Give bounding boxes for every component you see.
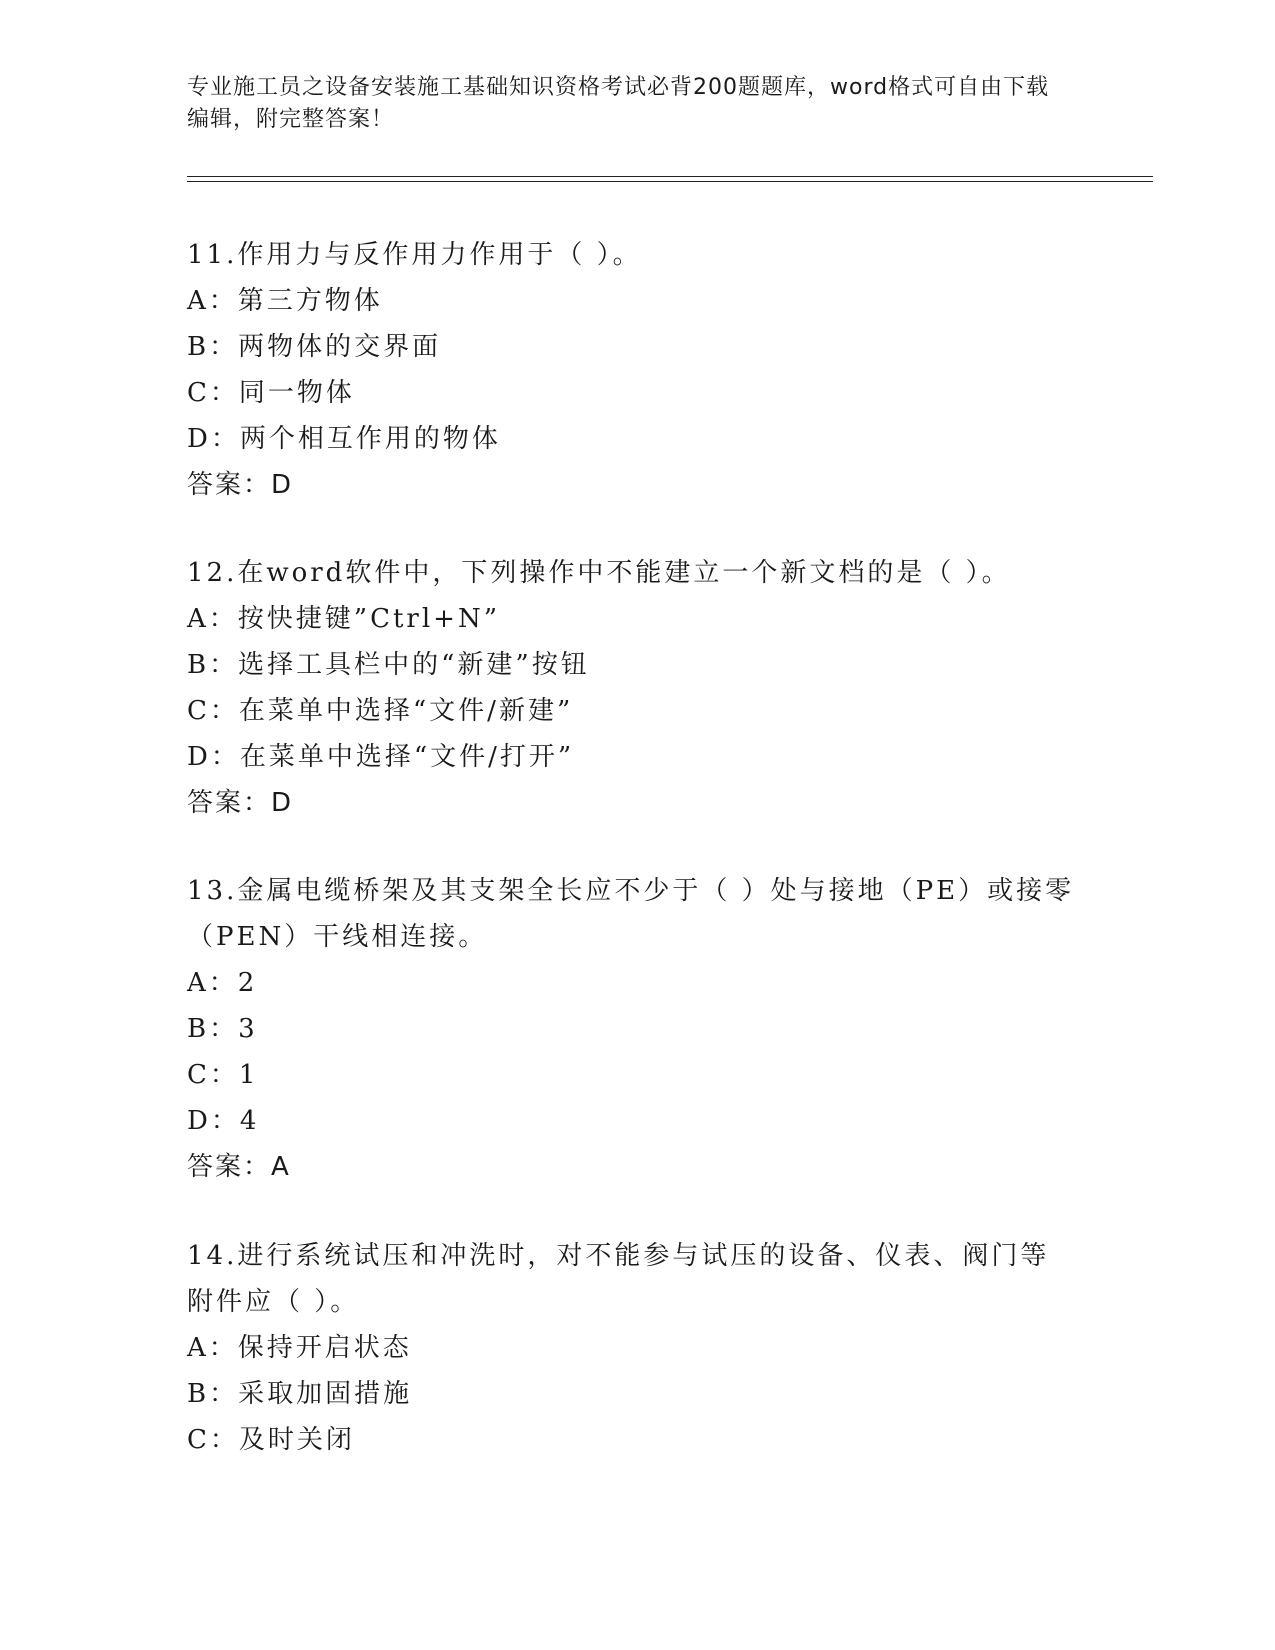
header-divider-top (187, 176, 1153, 177)
question-stem: 12.在word软件中，下列操作中不能建立一个新文档的是（ ）。 (187, 558, 1011, 588)
option-a: A：2 (187, 968, 258, 998)
document-header: 专业施工员之设备安装施工基础知识资格考试必背200题题库，word格式可自由下载编辑，附完整答案！ (187, 75, 1050, 132)
question-stem: 11.作用力与反作用力作用于（ ）。 (187, 240, 642, 270)
option-c: C：同一物体 (187, 378, 355, 408)
answer-line: 答案：D (187, 788, 294, 818)
option-b: B：两物体的交界面 (187, 332, 442, 362)
answer-line: 答案：A (187, 1152, 291, 1182)
option-a: A：保持开启状态 (187, 1333, 412, 1363)
answer-line: 答案：D (187, 470, 294, 500)
option-a: A：第三方物体 (187, 286, 383, 316)
option-d: D：两个相互作用的物体 (187, 424, 501, 454)
question-stem: 14.进行系统试压和冲洗时，对不能参与试压的设备、仪表、阀门等附件应（ ）。 (187, 1241, 1050, 1317)
header-divider-bottom (187, 181, 1153, 182)
option-b: B：选择工具栏中的“新建”按钮 (187, 650, 590, 680)
question-14 (187, 1233, 1077, 1463)
option-d: D：在菜单中选择“文件/打开” (187, 742, 575, 772)
question-13 (187, 868, 1077, 1190)
option-c: C：及时关闭 (187, 1425, 355, 1455)
question-stem: 13.金属电缆桥架及其支架全长应不少于（ ）处与接地（PE）或接零（PEN）干线相连接。 (187, 876, 1075, 952)
option-c: C：在菜单中选择“文件/新建” (187, 696, 574, 726)
question-11 (187, 232, 1077, 508)
option-b: B：采取加固措施 (187, 1379, 413, 1409)
option-a: A：按快捷键”Ctrl+N” (187, 604, 500, 634)
option-c: C：1 (187, 1060, 259, 1090)
question-12 (187, 550, 1077, 826)
option-b: B：3 (187, 1014, 258, 1044)
option-d: D：4 (187, 1106, 260, 1136)
